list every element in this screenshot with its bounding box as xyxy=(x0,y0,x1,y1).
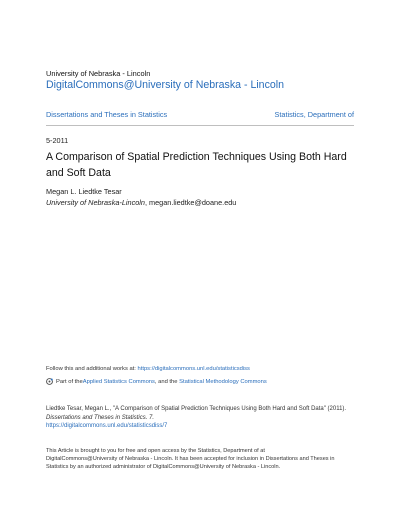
applied-statistics-commons-link[interactable]: Applied Statistics Commons xyxy=(82,378,155,385)
collection-link[interactable]: Dissertations and Theses in Statistics xyxy=(46,110,168,119)
author-affiliation: University of Nebraska-Lincoln xyxy=(46,197,145,207)
part-of-line xyxy=(46,378,267,385)
notice-line-3: Statistics by an authorized administrator of DigitalCommons@University of Nebraska - Lincoln. xyxy=(46,464,281,471)
publication-date: 5-2011 xyxy=(46,136,69,145)
part-of-middle: , and the xyxy=(154,378,180,385)
citation-url[interactable]: https://digitalcommons.unl.edu/statisticsdiss/7 xyxy=(46,423,168,430)
author-name: Megan L. Liedtke Tesar xyxy=(46,187,122,196)
author-email: megan.liedtke@doane.edu xyxy=(149,197,237,207)
citation-series: Dissertations and Theses in Statistics xyxy=(46,414,146,421)
divider xyxy=(46,125,354,126)
citation-text: Liedtke Tesar, Megan L., "A Comparison of Spatial Prediction Techniques Using Both Hard and Soft Data" (2011). xyxy=(46,406,347,412)
institution-name: University of Nebraska - Lincoln xyxy=(46,69,151,78)
repository-link[interactable]: DigitalCommons@University of Nebraska - Lincoln xyxy=(46,79,285,91)
notice-line-2: DigitalCommons@University of Nebraska - Lincoln. It has been accepted for inclusion in Dissertations and Theses in xyxy=(46,456,335,463)
recommended-citation xyxy=(46,405,356,431)
part-of-prefix: Part of the xyxy=(56,378,83,385)
follow-line xyxy=(46,366,250,372)
paper-title: A Comparison of Spatial Prediction Techniques Using Both Hard and Soft Data xyxy=(46,151,347,179)
follow-url[interactable]: https://digitalcommons.unl.edu/statisticsdiss xyxy=(137,366,250,372)
statistical-methodology-commons-link[interactable]: Statistical Methodology Commons xyxy=(179,378,267,385)
author-affiliation-line: University of Nebraska-Lincoln, megan.liedtke@doane.edu xyxy=(46,197,237,207)
notice-line-1: This Article is brought to you for free and open access by the Statistics, Department of at xyxy=(46,448,265,454)
network-commons-icon xyxy=(46,378,53,385)
department-link[interactable]: Statistics, Department of xyxy=(274,110,354,119)
citation-number: . 7. xyxy=(145,414,155,421)
author-block xyxy=(46,187,236,208)
access-notice xyxy=(46,447,358,471)
follow-prefix: Follow this and additional works at: xyxy=(46,366,138,372)
